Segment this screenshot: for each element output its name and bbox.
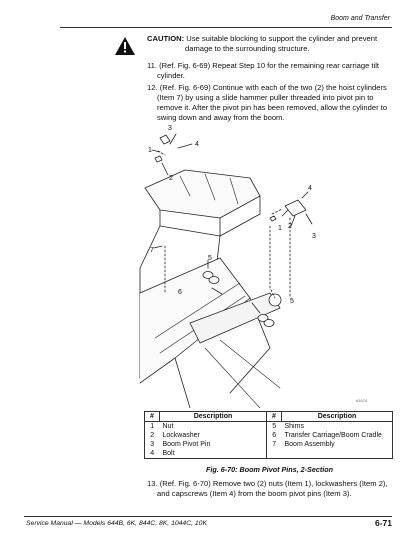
table-cell: 2: [145, 431, 160, 440]
table-header-row: [145, 412, 393, 422]
step-text: (Item 7) by using a slide hammer puller threaded into pivot pin to: [157, 93, 374, 102]
step-12: [147, 83, 392, 123]
callout-2: 2: [288, 223, 292, 230]
table-cell: Nut: [160, 422, 267, 432]
callout-1: 1: [278, 225, 282, 232]
callout-4: 4: [308, 185, 312, 192]
table-cell: Boom Assembly: [282, 440, 393, 449]
footer-rule: [24, 516, 392, 517]
step-11: [147, 61, 392, 81]
step-text: remove it. After the pivot pin has been removed, allow the cylinder to: [157, 103, 388, 112]
table-cell: 4: [145, 449, 160, 459]
column-header: #: [145, 412, 160, 422]
callout-5: 5: [290, 298, 294, 305]
caution-line-2: damage to the surrounding structure.: [185, 44, 310, 53]
callout-3: 3: [312, 233, 316, 240]
table-row: [145, 422, 393, 432]
warning-icon: [115, 37, 135, 55]
step-text: (Ref. Fig. 6-69) Repeat Step 10 for the remaining rear carriage tilt: [159, 61, 380, 70]
header-rule: [60, 27, 392, 28]
column-header: Description: [282, 412, 393, 422]
table-cell: 7: [272, 441, 277, 448]
parts-table: [144, 411, 393, 459]
table-cell: 5: [272, 423, 277, 430]
column-header: Description: [160, 412, 267, 422]
step-text: (Ref. Fig. 6-69) Continue with each of the two (2) the hoist cylinders: [159, 83, 387, 92]
callout-5: 5: [208, 255, 212, 262]
table-cell: Boom Pivot Pin: [160, 440, 267, 449]
caution-block: [147, 34, 392, 54]
callout-3: 3: [168, 125, 172, 132]
callout-6: 6: [178, 289, 182, 296]
table-row: [145, 449, 393, 459]
caution-label: CAUTION:: [147, 34, 185, 43]
callout-2: 2: [169, 175, 173, 182]
step-number: 11.: [147, 61, 157, 70]
table-cell: 3: [145, 440, 160, 449]
table-cell: Bolt: [160, 449, 267, 459]
section-title: Boom and Transfer: [330, 15, 390, 22]
step-number: 13.: [147, 479, 158, 488]
table-cell: [282, 449, 393, 459]
table-cell: 1: [145, 422, 160, 432]
boom-pivot-pin-illustration: [120, 118, 350, 408]
table-cell: 6: [272, 432, 277, 439]
column-header: #: [267, 412, 282, 422]
footer-manual-title: Service Manual — Models 644B, 6K, 844C, 8K, 1044C, 10K: [26, 520, 207, 527]
table-cell: Transfer Carriage/Boom Cradle: [282, 431, 393, 440]
step-13: [147, 479, 392, 499]
figure-caption: Fig. 6-70: Boom Pivot Pins, 2-Section: [206, 465, 333, 474]
table-row: [145, 440, 393, 449]
callout-4: 4: [195, 141, 199, 148]
step-number: 12.: [147, 83, 158, 92]
callout-7: 7: [150, 247, 154, 254]
table-row: [145, 431, 393, 440]
callout-1: 1: [148, 147, 152, 154]
caution-line-1: Use suitable blocking to support the cylinder and prevent: [186, 34, 378, 43]
figure-id: #1674: [356, 398, 368, 403]
step-text: cylinder.: [157, 71, 185, 80]
page-number: 6-71: [374, 518, 392, 528]
step-text: (Ref. Fig. 6-70) Remove two (2) nuts (Item 1), lockwashers (Item 2),: [159, 479, 388, 488]
table-cell: Lockwasher: [160, 431, 267, 440]
step-text: and capscrews (Item 4) from the boom pivot pins (Item 3).: [157, 489, 352, 498]
table-cell: Shims: [282, 422, 393, 432]
table-cell: [267, 449, 282, 459]
step-text: swing down and away from the boom.: [157, 113, 285, 122]
